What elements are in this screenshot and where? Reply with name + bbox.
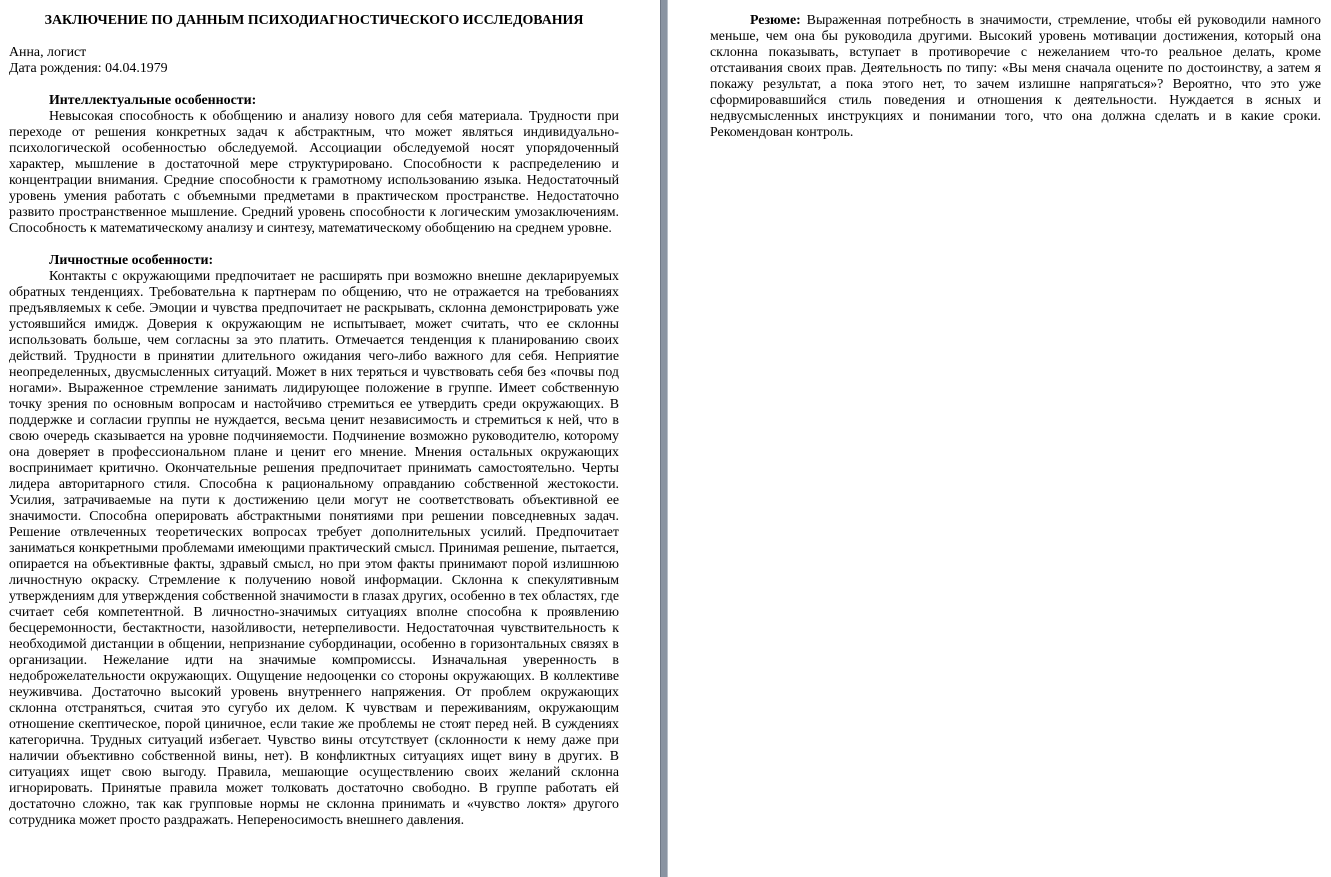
resume-label: Резюме:	[750, 13, 801, 28]
section-body-personal: Контакты с окружающими предпочитает не расширять при возможно внешне декларируемых обратных тенденциях. Требовательна к партнерам по общению, что не отражается на требованиях предъявляемых к себе. Эмоции и чувства предпочитает не раскрывать, склонна демонстрировать уже устоявшийся имидж. Доверия к окружающим не испытывает, может считать, что ее склонны использовать больше, чем согласны за это платить. Отмечается тенденция к планированию своих действий. Трудности в принятии длительного ожидания чего-либо важного для себя. Неприятие неопределенных, двусмысленных ситуаций. Может в них теряться и чувствовать себя без «почвы под ногами». Выраженное стремление занимать лидирующее положение в группе. Имеет собственную точку зрения по основным вопросам и настойчиво стремиться ее утвердить среди окружающих. В поддержке и согласии группы не нуждается, весьма ценит независимость и стремиться к ней, что в свою очередь сказывается на уровне подчиняемости. Подчинение возможно руководителю, которому она доверяет в профессиональном плане и ценит его мнение. Мнения остальных окружающих воспринимает критично. Окончательные решения предпочитает принимать самостоятельно. Черты лидера авторитарного стиля. Способна к рациональному оправданию собственной жестокости. Усилия, затрачиваемые на пути к достижению цели могут не соответствовать объективной ее значимости. Способна оперировать абстрактными понятиями при решении повседневных задач. Решение отвлеченных теоретических вопросах требует дополнительных усилий. Предпочитает заниматься конкретными проблемами имеющими практический смысл. Принимая решение, пытается, опирается на объективные факты, здравый смысл, но при этом факты принимают порой излишнюю личностную окраску. Стремление к получению новой информации. Склонна к спекулятивным утверждениям для утверждения собственной значимости в глазах других, особенно в тех областях, где считает себя компетентной. В личностно-значимых ситуациях вполне способна к проявлению бесцеремонности, бестактности, назойливости, нетерпеливости. Недостаточная чувствительность к необходимой дистанции в общении, непризнание субординации, особенно в горизонтальных связях в организации. Нежелание идти на значимые компромиссы. Изначальная уверенность в недоброжелательности окружающих. Ощущение недооценки со стороны окружающих. В коллективе неуживчива. Достаточно высокий уровень внутреннего напряжения. От проблем окружающих склонна отстраняться, считая это сугубо их делом. К чувствам и переживаниям, окружающим отношение скептическое, порой циничное, если такие же проблемы не стоят перед ней. В суждениях категорична. Трудных ситуаций избегает. Чувство вины отсутствует (склонности к нему даже при наличии объективно собственной вины, нет). В конфликтных ситуациях ищет вину в других. В ситуациях ищет свою выгоду. Правила, мешающие осуществлению своих желаний склонна игнорировать. Принятые правила может толковать достаточно свободно. В группе работать ей достаточно сложно, так как групповые нормы не склонна принимать и «чувство локтя» другого сотрудника может просто раздражать. Непереносимость внешнего давления.	[9, 269, 619, 828]
section-intellectual	[9, 93, 619, 237]
subject-info	[9, 45, 619, 77]
subject-name: Анна, логист	[9, 45, 87, 60]
document-title: ЗАКЛЮЧЕНИЕ ПО ДАННЫМ ПСИХОДИАГНОСТИЧЕСКОГО ИССЛЕДОВАНИЯ	[44, 13, 584, 28]
section-personal	[9, 253, 619, 829]
subject-birth-date: Дата рождения: 04.04.1979	[9, 61, 168, 76]
section-heading-intellectual: Интеллектуальные особенности:	[49, 93, 257, 108]
page-gutter	[660, 0, 668, 877]
section-heading-personal: Личностные особенности:	[49, 253, 214, 268]
document-page-left	[0, 0, 660, 877]
section-body-intellectual: Невысокая способность к обобщению и анализу нового для себя материала. Трудности при переходе от решения конкретных задач к абстрактным, что может являться индивидуально-психологической особенностью обследуемой. Ассоциации обследуемой носят упорядоченный характер, мышление в достаточной мере структурировано. Способности к распределению и концентрации внимания. Средние способности к грамотному использованию языка. Недостаточный уровень умения работать с объемными предметами в практическом пространстве. Недостаточно развито пространственное мышление. Средний уровень способности к логическим умозаключениям. Способность к математическому анализу и синтезу, математическому обобщению на среднем уровне.	[9, 109, 619, 236]
resume-body: Выраженная потребность в значимости, стремление, чтобы ей руководили намного меньше, чем она бы руководила другими. Высокий уровень мотивации достижения, который она склонна показывать, вступает в противоречие с нежеланием что-то реальное делать, кроме отстаивания своих прав. Деятельность по типу: «Вы меня сначала оцените по достоинству, а затем я покажу результат, а пока этого нет, то зачем излишне напрягаться»? Вероятно, что это уже сформировавшийся стиль поведения и отношения к деятельности. Нуждается в ясных и недвусмысленных инструкциях и понимании того, что она должна сделать и в какие сроки. Рекомендован контроль.	[710, 13, 1321, 140]
document-page-right	[668, 0, 1331, 877]
section-resume	[710, 13, 1321, 141]
